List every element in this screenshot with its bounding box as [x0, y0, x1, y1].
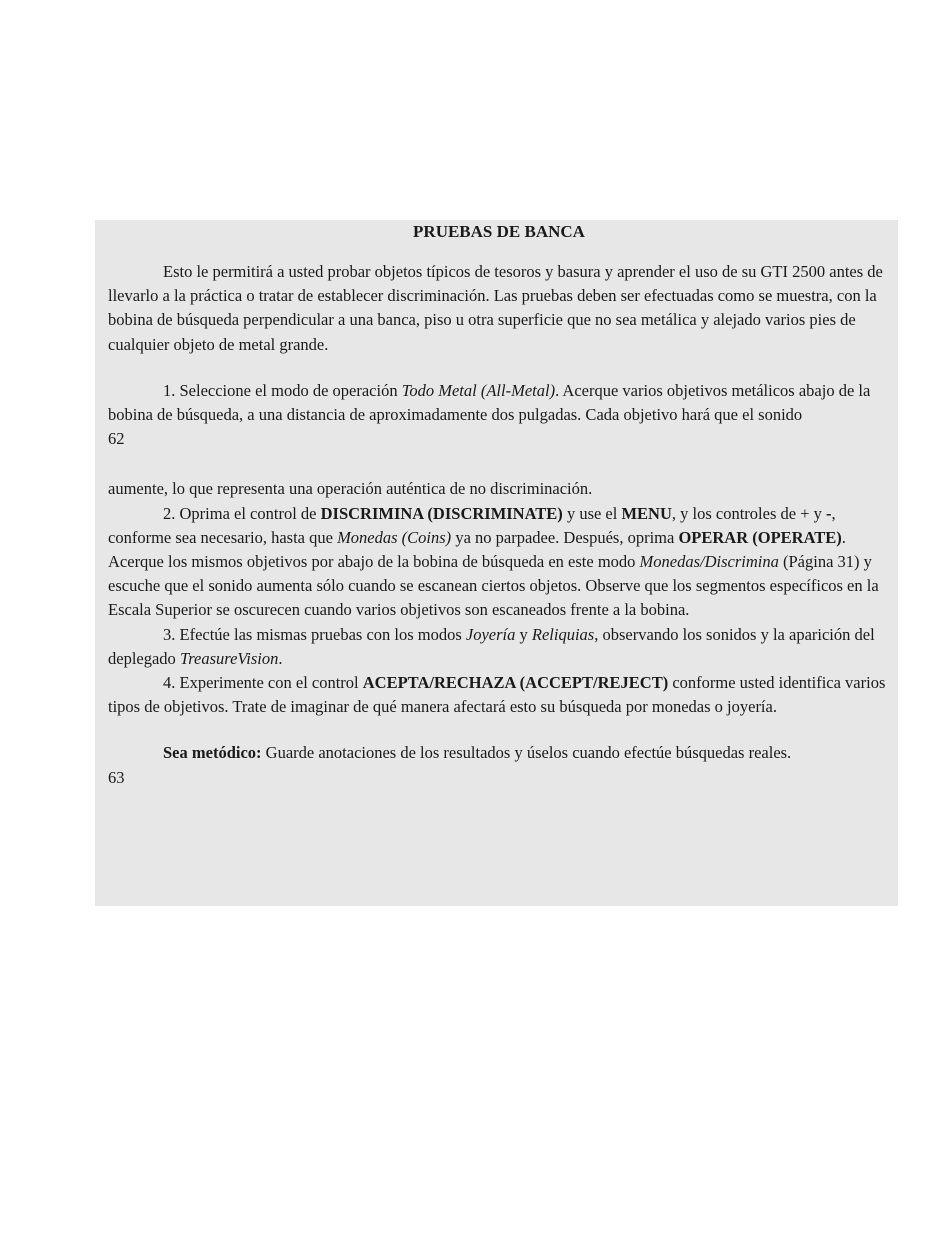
tip-text: Guarde anotaciones de los resultados y úselos cuando efectúe búsquedas reales. [261, 743, 792, 763]
step-3-text-b: y [515, 624, 532, 644]
step-2-operate: OPERAR (OPERATE) [678, 527, 842, 547]
step-2-coins: Monedas (Coins) [337, 527, 452, 547]
step-3-paragraph [108, 623, 890, 671]
step-3-text-a: 3. Efectúe las mismas pruebas con los modos [163, 624, 466, 644]
step-3-text-c: , observando los sonidos y la aparición del deplegado [108, 624, 875, 668]
page-number-62: 62 [108, 429, 125, 449]
step-2-control: DISCRIMINA (DISCRIMINATE) [320, 503, 563, 523]
step-4-control: ACEPTA/RECHAZA (ACCEPT/REJECT) [362, 673, 669, 693]
step-2-text-a: 2. Oprima el control de [163, 503, 321, 523]
step-4-text-b: conforme usted identifica varios tipos de objetivos. Trate de imaginar de qué manera afectará esto su búsqueda por monedas o joyería. [108, 673, 886, 717]
page-title: PRUEBAS DE BANCA [413, 222, 585, 241]
page-number-63: 63 [108, 767, 125, 787]
continuation-paragraph: aumente, lo que representa una operación auténtica de no discriminación. [108, 479, 593, 499]
step-2-paragraph [108, 502, 890, 623]
step-1-mode: Todo Metal (All-Metal) [401, 380, 556, 400]
step-3-relics: Reliquias [531, 624, 595, 644]
step-4-text-a: 4. Experimente con el control [163, 673, 363, 693]
step-2-text-e: ya no parpadee. Después, oprima [451, 527, 679, 547]
tip-label: Sea metódico: [163, 743, 262, 763]
step-2-menu: MENU [621, 503, 672, 523]
intro-paragraph: Esto le permitirá a usted probar objetos típicos de tesoros y basura y aprender el uso de su GTI 2500 antes de llevarlo a la práctica o tratar de establecer discriminación. Las pruebas deben ser efectuadas como se muestra, con la bobina de búsqueda perpendicular a una banca, piso u otra superficie que no sea metálica y alejado varios pies de cualquier objeto de metal grande. [108, 262, 883, 354]
step-3-treasurevision: TreasureVision [179, 648, 279, 668]
step-2-text-c: , y los controles de + y [671, 503, 827, 523]
document-body [108, 220, 890, 790]
step-2-text-b: y use el [562, 503, 622, 523]
step-4-paragraph [108, 671, 890, 719]
step-2-text-f: . Acerque los mismos objetivos por abajo de la bobina de búsqueda en este modo [108, 527, 846, 572]
step-2-text-g: (Página 31) y escuche que el sonido aumenta sólo cuando se escanean ciertos objetos. Observe que los segmentos específicos en la Escala Superior se oscurecen cuando varios objetivos son escaneados frente a la bobina. [108, 552, 879, 620]
step-2-mode: Monedas/Discrimina [639, 552, 779, 572]
step-2-minus: - [826, 503, 832, 523]
step-1-text-a: 1. Seleccione el modo de operación [163, 380, 402, 400]
step-1-paragraph [108, 379, 890, 427]
step-1-text-b: . Acerque varios objetivos metálicos abajo de la bobina de búsqueda, a una distancia de aproximadamente dos pulgadas. Cada objetivo hará que el sonido [108, 380, 871, 425]
step-2-text-d: , conforme sea necesario, hasta que [108, 503, 836, 547]
step-3-text-d: . [278, 648, 283, 668]
step-3-jewelry: Joyería [465, 624, 516, 644]
tip-paragraph [108, 741, 890, 765]
